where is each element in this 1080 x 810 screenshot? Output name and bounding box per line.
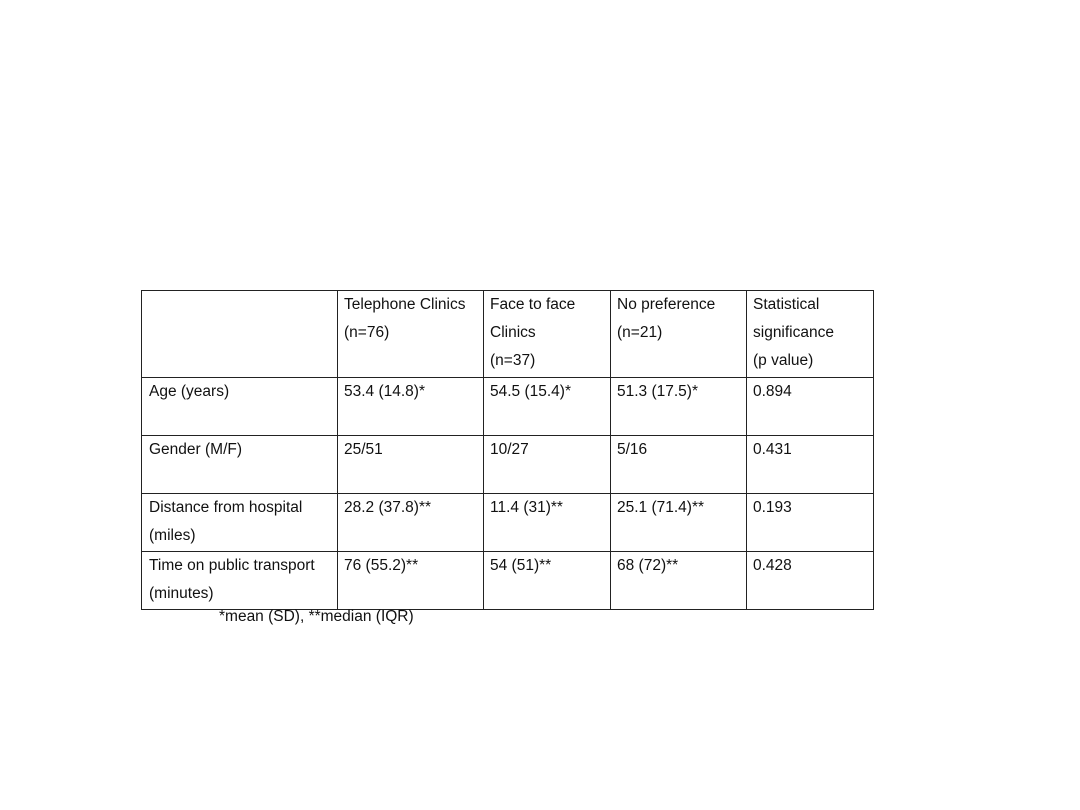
header-line: (n=37) xyxy=(490,352,536,369)
cell-no-preference: 25.1 (71.4)** xyxy=(611,494,747,552)
header-line: (n=76) xyxy=(344,324,390,341)
row-label xyxy=(142,436,338,494)
cell-face-to-face: 10/27 xyxy=(484,436,611,494)
table-header-row xyxy=(142,291,874,378)
header-empty-cell xyxy=(142,291,338,378)
cell-no-preference: 51.3 (17.5)* xyxy=(611,378,747,436)
table-row-age xyxy=(142,378,874,436)
cell-face-to-face: 11.4 (31)** xyxy=(484,494,611,552)
header-statistical-significance xyxy=(747,291,874,378)
cell-face-to-face: 54.5 (15.4)* xyxy=(484,378,611,436)
header-line: Clinics xyxy=(490,324,536,341)
row-label xyxy=(142,552,338,610)
cell-no-preference: 68 (72)** xyxy=(611,552,747,610)
cell-telephone: 25/51 xyxy=(338,436,484,494)
header-line: (n=21) xyxy=(617,324,663,341)
row-label-line: (miles) xyxy=(149,527,196,544)
row-label-line: (minutes) xyxy=(149,585,214,602)
row-label-line: Gender (M/F) xyxy=(149,441,243,458)
comparison-table-container xyxy=(141,290,874,610)
cell-face-to-face: 54 (51)** xyxy=(484,552,611,610)
cell-telephone: 53.4 (14.8)* xyxy=(338,378,484,436)
header-line: No preference xyxy=(617,296,716,313)
header-no-preference xyxy=(611,291,747,378)
cell-no-preference: 5/16 xyxy=(611,436,747,494)
cell-p-value: 0.428 xyxy=(747,552,874,610)
header-line: significance xyxy=(753,324,834,341)
table-row-transport-time xyxy=(142,552,874,610)
cell-p-value: 0.431 xyxy=(747,436,874,494)
header-telephone-clinics xyxy=(338,291,484,378)
row-label xyxy=(142,378,338,436)
header-face-to-face-clinics xyxy=(484,291,611,378)
header-line: Telephone Clinics xyxy=(344,296,466,313)
comparison-table xyxy=(141,290,874,610)
cell-p-value: 0.193 xyxy=(747,494,874,552)
row-label-line: Time on public transport xyxy=(149,557,315,574)
table-footnote: *mean (SD), **median (IQR) xyxy=(219,608,414,625)
row-label-line: Age (years) xyxy=(149,383,230,400)
cell-p-value: 0.894 xyxy=(747,378,874,436)
table-row-distance xyxy=(142,494,874,552)
row-label-line: Distance from hospital xyxy=(149,499,303,516)
row-label xyxy=(142,494,338,552)
cell-telephone: 76 (55.2)** xyxy=(338,552,484,610)
cell-telephone: 28.2 (37.8)** xyxy=(338,494,484,552)
header-line: (p value) xyxy=(753,352,814,369)
table-row-gender xyxy=(142,436,874,494)
header-line: Statistical xyxy=(753,296,820,313)
header-line: Face to face xyxy=(490,296,576,313)
